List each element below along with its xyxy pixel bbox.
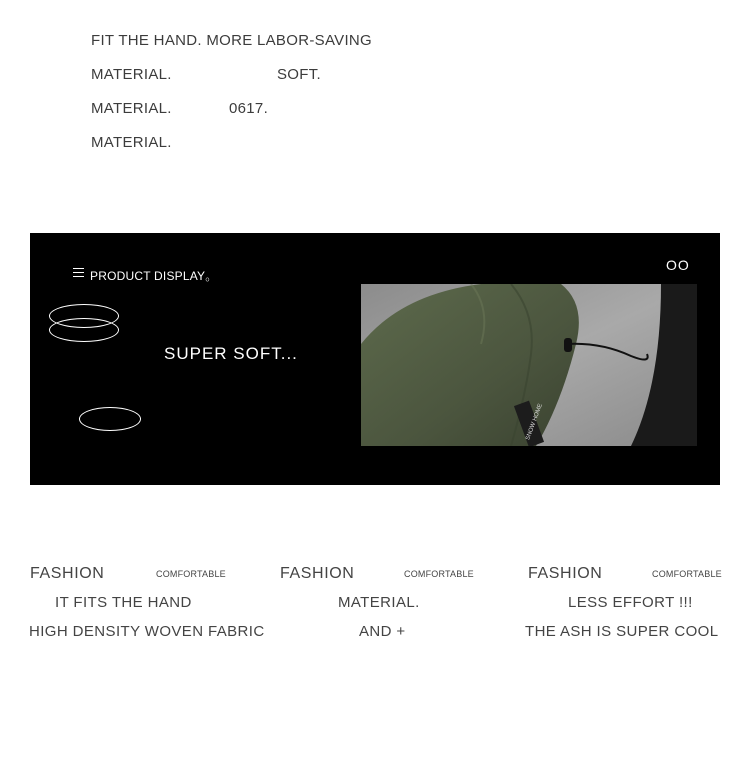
top-line-3b: 0617. (229, 100, 269, 117)
feature-3-line2: THE ASH IS SUPER COOL (525, 623, 719, 640)
product-display-label: PRODUCT DISPLAY。 (90, 269, 218, 283)
ellipse-decoration (79, 407, 141, 431)
top-line-1: FIT THE HAND. MORE LABOR-SAVING (91, 32, 373, 49)
feature-3-title: FASHION (528, 565, 603, 582)
feature-2-tag: COMFORTABLE (404, 569, 474, 579)
feature-1-line1: IT FITS THE HAND (55, 594, 192, 611)
feature-3-tag: COMFORTABLE (652, 569, 722, 579)
glove-product-image (361, 284, 697, 446)
feature-2-title: FASHION (280, 565, 355, 582)
product-display-banner (30, 233, 720, 485)
product-photo (361, 284, 697, 446)
feature-2-line1: MATERIAL. (338, 594, 420, 611)
ellipse-decoration (49, 318, 119, 342)
top-line-4: MATERIAL. (91, 134, 172, 151)
feature-1-line2: HIGH DENSITY WOVEN FABRIC (29, 623, 265, 640)
photo-tag: SNOW HOME (525, 403, 544, 442)
corner-mark: OO (666, 257, 690, 273)
menu-icon (73, 268, 84, 277)
feature-3-line1: LESS EFFORT !!! (568, 594, 693, 611)
top-line-2a: MATERIAL. (91, 66, 172, 83)
feature-1-tag: COMFORTABLE (156, 569, 226, 579)
feature-1-title: FASHION (30, 565, 105, 582)
banner-headline: SUPER SOFT... (164, 344, 298, 363)
top-line-3a: MATERIAL. (91, 100, 172, 117)
feature-2-line2: AND + (359, 623, 406, 640)
top-line-2b: SOFT. (277, 66, 322, 83)
